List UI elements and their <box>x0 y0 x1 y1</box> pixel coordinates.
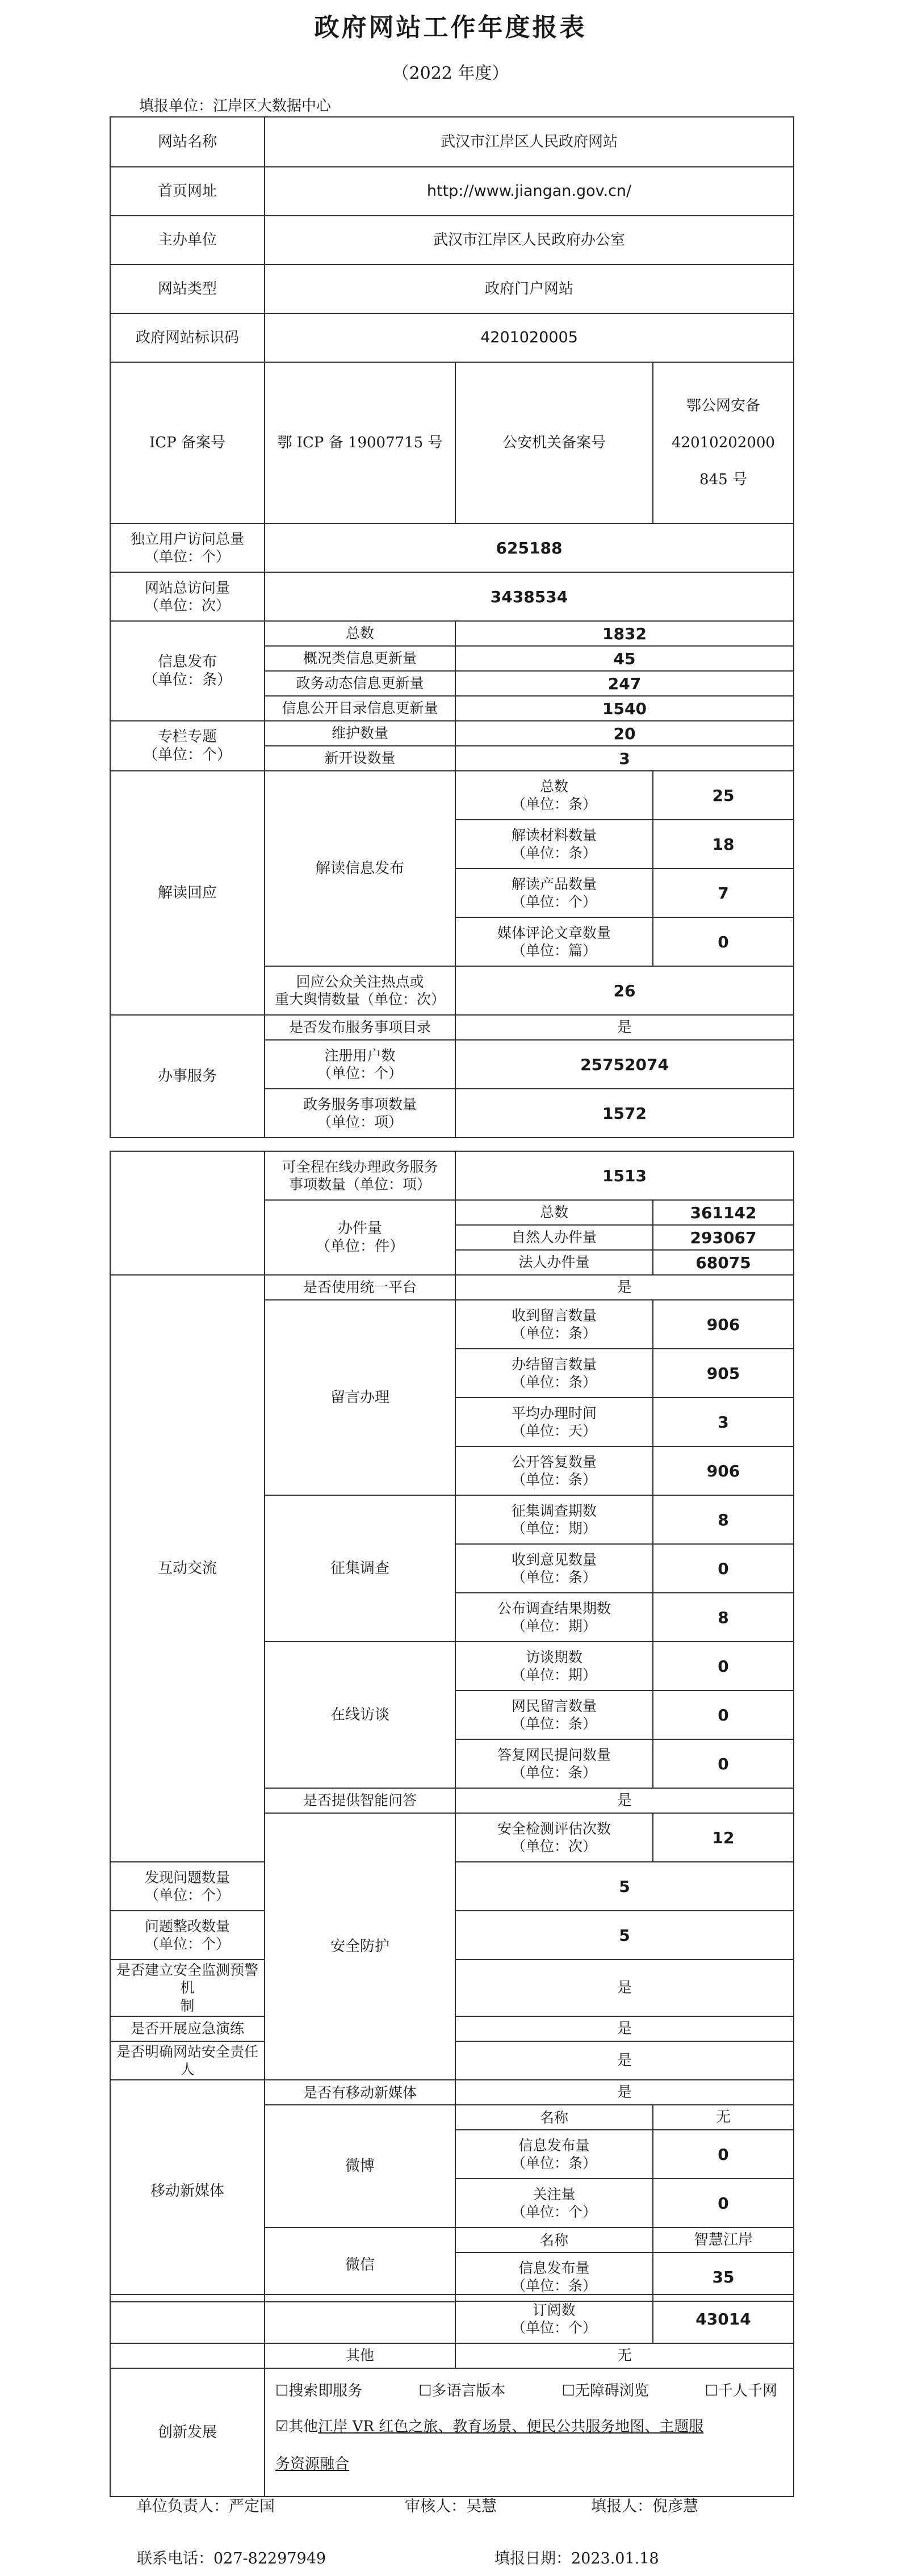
weibo-row-value: 0 <box>653 2179 794 2227</box>
innovation-options <box>265 2368 794 2497</box>
info-row-value: 1540 <box>455 696 794 721</box>
security-row-value: 12 <box>653 1813 794 1862</box>
wechat-label: 微信 <box>265 2227 455 2302</box>
msg-row-label: 公开答复数量 （单位：条） <box>455 1446 653 1495</box>
mobile-cont-blank <box>110 2294 265 2343</box>
info-row-value: 1832 <box>455 621 794 646</box>
wechat-row-label: 信息发布量 （单位：条） <box>455 2252 653 2301</box>
service-items-label: 政务服务事项数量 （单位：项） <box>265 1089 455 1138</box>
host-label: 主办单位 <box>110 216 265 265</box>
icp-value: 鄂 ICP 备 19007715 号 <box>265 362 455 523</box>
sub-value: 43014 <box>653 2294 794 2343</box>
weibo-row-label: 关注量 （单位：个） <box>455 2179 653 2227</box>
report-title: 政府网站工作年度报表 <box>314 13 587 42</box>
security-yn-value: 是 <box>455 2041 794 2080</box>
checkbox-other[interactable]: ☑其他 <box>275 2418 319 2436</box>
security-yn-label: 是否明确网站安全责任人 <box>110 2041 265 2080</box>
special-row-label: 新开设数量 <box>265 746 455 771</box>
info-row-value: 45 <box>455 646 794 671</box>
survey-label: 征集调查 <box>265 1495 455 1642</box>
footer-reviewer: 审核人：吴慧 <box>405 2498 497 2515</box>
icp-label: ICP 备案号 <box>110 362 265 523</box>
weibo-row-label: 信息发布量 （单位：条） <box>455 2130 653 2179</box>
host-value: 武汉市江岸区人民政府办公室 <box>265 216 794 265</box>
police-value: 鄂公网安备 42010202000 845 号 <box>653 362 794 523</box>
homepage-value: http://www.jiangan.gov.cn/ <box>265 167 794 216</box>
weibo-label: 微博 <box>265 2105 455 2227</box>
footer-leader: 单位负责人：严定国 <box>137 2498 275 2515</box>
msg-row-label: 平均办理时间 （单位：天） <box>455 1398 653 1446</box>
police-label: 公安机关备案号 <box>455 362 653 523</box>
site-name-value: 武汉市江岸区人民政府网站 <box>265 117 794 167</box>
checkbox-personalized[interactable]: ☐千人千网 <box>705 2382 777 2399</box>
service-catalog-label: 是否发布服务事项目录 <box>265 1015 455 1040</box>
survey-row-value: 8 <box>653 1593 794 1642</box>
checkbox-multilang[interactable]: ☐多语言版本 <box>418 2382 506 2399</box>
checkbox-accessibility[interactable]: ☐无障碍浏览 <box>561 2382 649 2399</box>
msg-row-value: 906 <box>653 1446 794 1495</box>
survey-row-label: 收到意见数量 （单位：条） <box>455 1544 653 1593</box>
interpret-row-value: 18 <box>653 820 794 869</box>
service-reg-label: 注册用户数 （单位：个） <box>265 1040 455 1089</box>
interpret-row-label: 解读材料数量 （单位：条） <box>455 820 653 869</box>
innovation-other-text-cont: 务资源融合 <box>275 2456 350 2473</box>
sub-label: 订阅数 （单位：个） <box>455 2294 653 2343</box>
volume-row-value: 293067 <box>653 1225 794 1250</box>
service-items-value: 1572 <box>455 1089 794 1138</box>
mobile-label: 移动新媒体 <box>110 2080 265 2302</box>
site-id-label: 政府网站标识码 <box>110 313 265 362</box>
interpret-label: 解读回应 <box>110 771 265 1015</box>
msg-label: 留言办理 <box>265 1300 455 1495</box>
innovation-other-text: 江岸 VR 红色之旅、教育场景、便民公共服务地图、主题服 <box>318 2418 704 2436</box>
service-cont-blank <box>110 1151 265 1275</box>
security-row-label: 问题整改数量 （单位：个） <box>110 1911 265 1960</box>
security-yn-label: 是否建立安全监测预警机 制 <box>110 1960 265 2016</box>
footer-filler: 填报人：倪彦慧 <box>591 2498 698 2515</box>
special-row-value: 20 <box>455 721 794 746</box>
msg-row-label: 办结留言数量 （单位：条） <box>455 1349 653 1398</box>
interpret-row-value: 0 <box>653 917 794 966</box>
wechat-name-label: 名称 <box>455 2227 653 2252</box>
talk-label: 在线访谈 <box>265 1642 455 1788</box>
security-yn-value: 是 <box>455 1960 794 2016</box>
special-row-label: 维护数量 <box>265 721 455 746</box>
mobile-has-label: 是否有移动新媒体 <box>265 2080 455 2105</box>
talk-row-value: 0 <box>653 1690 794 1739</box>
mobile-has-value: 是 <box>455 2080 794 2105</box>
info-row-label: 概况类信息更新量 <box>265 646 455 671</box>
security-label: 安全防护 <box>265 1813 455 2080</box>
report-table-part3 <box>110 2294 794 2497</box>
platform-label: 是否使用统一平台 <box>265 1275 455 1300</box>
wechat-row-value: 35 <box>653 2252 794 2301</box>
interpret-row-value: 25 <box>653 771 794 820</box>
survey-row-label: 公布调查结果期数 （单位：期） <box>455 1593 653 1642</box>
volume-row-label: 法人办件量 <box>455 1250 653 1275</box>
homepage-label: 首页网址 <box>110 167 265 216</box>
msg-row-value: 906 <box>653 1300 794 1349</box>
talk-row-label: 答复网民提问数量 （单位：条） <box>455 1739 653 1788</box>
volume-row-value: 361142 <box>653 1200 794 1225</box>
site-type-label: 网站类型 <box>110 265 265 313</box>
interpret-row-label: 解读产品数量 （单位：个） <box>455 869 653 917</box>
weibo-row-value: 0 <box>653 2130 794 2179</box>
security-yn-label: 是否开展应急演练 <box>110 2016 265 2041</box>
uv-label: 独立用户访问总量 （单位：个） <box>110 523 265 572</box>
wechat-name-value: 智慧江岸 <box>653 2227 794 2252</box>
platform-value: 是 <box>455 1275 794 1300</box>
info-row-label: 总数 <box>265 621 455 646</box>
special-label: 专栏专题 （单位：个） <box>110 721 265 771</box>
interpret-row-label: 总数 （单位：条） <box>455 771 653 820</box>
respond-label: 回应公众关注热点或 重大舆情数量（单位：次） <box>265 966 455 1015</box>
site-id-value: 4201020005 <box>265 313 794 362</box>
security-row-label: 发现问题数量 （单位：个） <box>110 1862 265 1911</box>
security-row-label: 安全检测评估次数 （单位：次） <box>455 1813 653 1862</box>
wechat-cont-blank <box>265 2294 455 2343</box>
site-name-label: 网站名称 <box>110 117 265 167</box>
security-row-value: 5 <box>455 1862 794 1911</box>
talk-row-value: 0 <box>653 1642 794 1690</box>
report-year: （2022 年度） <box>392 64 509 83</box>
footer-phone: 联系电话：027-82297949 <box>137 2550 326 2567</box>
interact-label: 互动交流 <box>110 1275 265 1862</box>
volume-row-value: 68075 <box>653 1250 794 1275</box>
info-row-label: 政务动态信息更新量 <box>265 671 455 696</box>
info-row-label: 信息公开目录信息更新量 <box>265 696 455 721</box>
filling-unit: 填报单位：江岸区大数据中心 <box>139 98 332 115</box>
volume-label: 办件量 （单位：件） <box>265 1200 455 1275</box>
respond-value: 26 <box>455 966 794 1015</box>
msg-row-value: 905 <box>653 1349 794 1398</box>
online-value: 1513 <box>455 1151 794 1200</box>
site-type-value: 政府门户网站 <box>265 265 794 313</box>
info-label: 信息发布 （单位：条） <box>110 621 265 721</box>
innovation-other <box>275 2408 783 2445</box>
footer-date: 填报日期：2023.01.18 <box>494 2550 659 2567</box>
report-table-part1 <box>110 116 794 1138</box>
special-row-value: 3 <box>455 746 794 771</box>
innovation-label: 创新发展 <box>110 2368 265 2497</box>
checkbox-search-service[interactable]: ☐搜索即服务 <box>275 2382 363 2399</box>
msg-row-label: 收到留言数量 （单位：条） <box>455 1300 653 1349</box>
interpret-row-label: 媒体评论文章数量 （单位：篇） <box>455 917 653 966</box>
interpret-row-value: 7 <box>653 869 794 917</box>
online-label: 可全程在线办理政务服务 事项数量（单位：项） <box>265 1151 455 1200</box>
innovation-checkbox-row <box>275 2382 783 2401</box>
uv-value: 625188 <box>265 523 794 572</box>
pv-value: 3438534 <box>265 572 794 621</box>
service-reg-value: 25752074 <box>455 1040 794 1089</box>
volume-row-label: 总数 <box>455 1200 653 1225</box>
talk-row-label: 网民留言数量 （单位：条） <box>455 1690 653 1739</box>
survey-row-value: 0 <box>653 1544 794 1593</box>
weibo-name-label: 名称 <box>455 2105 653 2130</box>
talk-row-label: 访谈期数 （单位：期） <box>455 1642 653 1690</box>
service-catalog-value: 是 <box>455 1015 794 1040</box>
pv-label: 网站总访问量 （单位：次） <box>110 572 265 621</box>
smart-label: 是否提供智能问答 <box>265 1788 455 1813</box>
report-table-part2 <box>110 1151 794 2302</box>
smart-value: 是 <box>455 1788 794 1813</box>
mobile-other-blank <box>110 2343 265 2368</box>
interpret-sub-label: 解读信息发布 <box>265 771 455 966</box>
survey-row-value: 8 <box>653 1495 794 1544</box>
security-yn-value: 是 <box>455 2016 794 2041</box>
weibo-name-value: 无 <box>653 2105 794 2130</box>
mobile-other-value: 无 <box>455 2343 794 2368</box>
info-row-value: 247 <box>455 671 794 696</box>
security-row-value: 5 <box>455 1911 794 1960</box>
survey-row-label: 征集调查期数 （单位：期） <box>455 1495 653 1544</box>
mobile-other-label: 其他 <box>265 2343 455 2368</box>
volume-row-label: 自然人办件量 <box>455 1225 653 1250</box>
msg-row-value: 3 <box>653 1398 794 1446</box>
talk-row-value: 0 <box>653 1739 794 1788</box>
service-label: 办事服务 <box>110 1015 265 1138</box>
